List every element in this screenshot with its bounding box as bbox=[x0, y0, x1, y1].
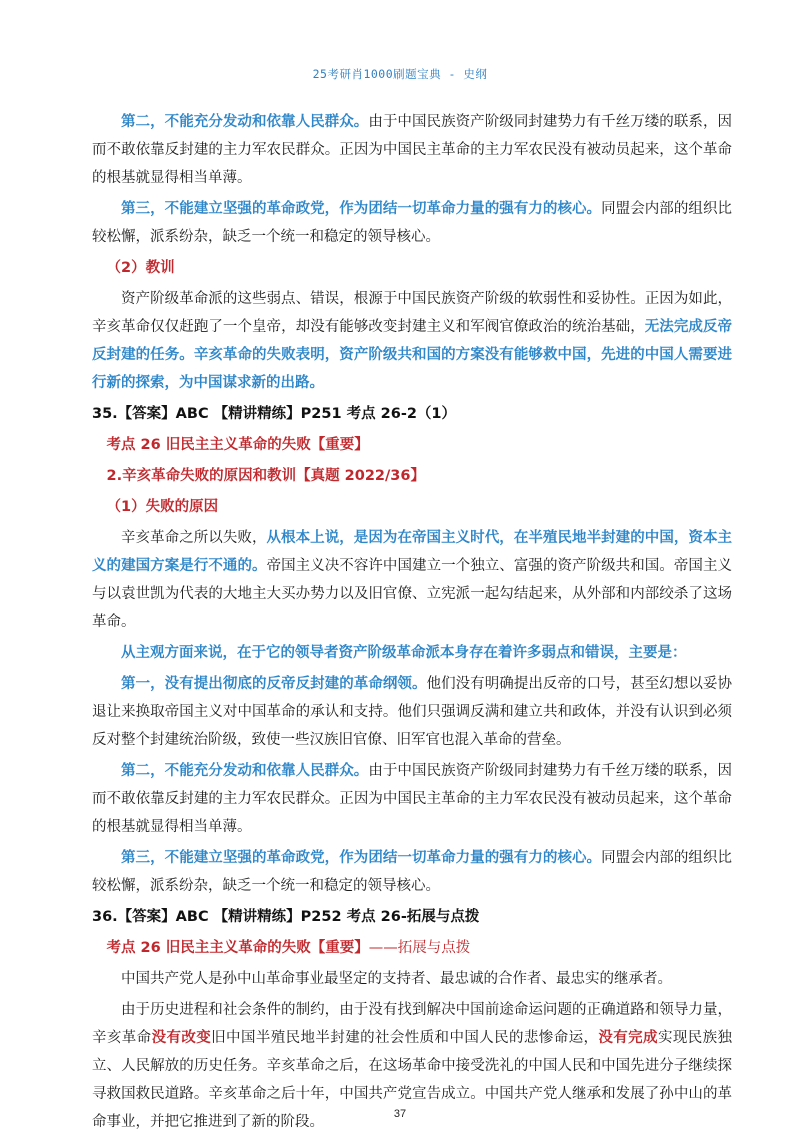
topic-heading-35: 考点 26 旧民主主义革命的失败【重要】 bbox=[106, 437, 369, 453]
topic-title: 考点 26 旧民主主义革命的失败【重要】 bbox=[106, 940, 369, 956]
heading-lesson: （2）教训 bbox=[106, 260, 175, 276]
answer-35: 35.【答案】ABC 【精讲精练】P251 考点 26-2（1） bbox=[92, 406, 457, 422]
subtopic-heading-35: 2.辛亥革命失败的原因和教训【真题 2022/36】 bbox=[106, 468, 425, 484]
paragraph-lesson bbox=[92, 285, 732, 397]
body-text: 同盟会内部的组织比较松懈，派系纷杂，缺乏一个统一和稳定的领导核心。 bbox=[92, 850, 732, 894]
paragraph-subjective bbox=[92, 639, 732, 667]
highlight-text: 从主观方面来说，在于它的领导者资产阶级革命派本身存在着许多弱点和错误，主要是： bbox=[121, 645, 687, 661]
paragraph-cpc-successor bbox=[92, 965, 732, 993]
red-highlight-text: 没有完成 bbox=[598, 1030, 658, 1046]
body-text: 由于历史进程和社会条件的制约，由于没有找到解决中国前途命运问题的正确道路和领导力量，辛亥革命 bbox=[92, 1002, 732, 1046]
highlight-text: 无法完成反帝反封建的任务。辛亥革命的失败表明，资产阶级共和国的方案没有能够救中国，先进的中国人需要进行新的探索，为中国谋求新的出路。 bbox=[92, 319, 732, 391]
page-content bbox=[92, 108, 732, 1139]
topic-heading-36 bbox=[92, 934, 732, 962]
body-text: 资产阶级革命派的这些弱点、错误，根源于中国民族资产阶级的软弱性和妥协性。正因为如此，辛亥革命仅仅赶跑了一个皇帝，却没有能够改变封建主义和军阀官僚政治的统治基础， bbox=[92, 291, 732, 335]
paragraph-third-point bbox=[92, 195, 732, 251]
body-text: 辛亥革命之所以失败， bbox=[121, 530, 267, 546]
body-text: 实现民族独立、人民解放的历史任务。辛亥革命之后，在这场革命中接受洗礼的中国人民和中国先进分子继续探寻救国救民道路。辛亥革命之后十年，中国共产党宣告成立。中国共产党人继承和发展了孙中山的革命事业，并把它推进到了新的阶段。 bbox=[92, 1030, 733, 1130]
paragraph-first-point bbox=[92, 670, 732, 754]
paragraph-second-point-2 bbox=[92, 757, 732, 841]
body-text: 帝国主义决不容许中国建立一个独立、富强的资产阶级共和国。帝国主义与以袁世凯为代表的大地主大买办势力以及旧官僚、立宪派一起勾结起来，从外部和内部绞杀了这场革命。 bbox=[92, 558, 733, 630]
highlight-text: 从根本上说，是因为在帝国主义时代，在半殖民地半封建的中国，资本主义的建国方案是行不通的。 bbox=[92, 530, 733, 574]
topic-suffix: ——拓展与点拨 bbox=[368, 940, 471, 956]
highlight-text: 第二，不能充分发动和依靠人民群众。 bbox=[121, 763, 369, 779]
highlight-text: 第一，没有提出彻底的反帝反封建的革命纲领。 bbox=[121, 676, 427, 692]
highlight-text: 第三，不能建立坚强的革命政党，作为团结一切革命力量的强有力的核心。 bbox=[121, 201, 602, 217]
highlight-text: 第二，不能充分发动和依靠人民群众。 bbox=[121, 114, 369, 130]
body-text: 中国共产党人是孙中山革命事业最坚定的支持者、最忠诚的合作者、最忠实的继承者。 bbox=[121, 971, 672, 987]
body-text: 同盟会内部的组织比较松懈，派系纷杂，缺乏一个统一和稳定的领导核心。 bbox=[92, 201, 732, 245]
body-text: 由于中国民族资产阶级同封建势力有千丝万缕的联系，因而不敢依靠反封建的主力军农民群众。正因为中国民主革命的主力军农民没有被动员起来，这个革命的根基就显得相当单薄。 bbox=[92, 763, 732, 835]
body-text: 由于中国民族资产阶级同封建势力有千丝万缕的联系，因而不敢依靠反封建的主力军农民群众。正因为中国民主革命的主力军农民没有被动员起来，这个革命的根基就显得相当单薄。 bbox=[92, 114, 732, 186]
answer-36: 36.【答案】ABC 【精讲精练】P252 考点 26-拓展与点拨 bbox=[92, 909, 480, 925]
paragraph-root-cause bbox=[92, 524, 732, 636]
body-text: 旧中国半殖民地半封建的社会性质和中国人民的悲惨命运， bbox=[211, 1030, 599, 1046]
paragraph-third-point-2 bbox=[92, 844, 732, 900]
paragraph-second-point bbox=[92, 108, 732, 192]
page-number: 37 bbox=[393, 1108, 407, 1120]
red-highlight-text: 没有改变 bbox=[151, 1030, 212, 1046]
page-header: 25考研肖1000刷题宝典 - 史纲 bbox=[312, 67, 488, 81]
heading-reasons: （1）失败的原因 bbox=[106, 499, 219, 515]
body-text: 他们没有明确提出反帝的口号，甚至幻想以妥协退让来换取帝国主义对中国革命的承认和支持。他们只强调反满和建立共和政体，并没有认识到必须反对整个封建统治阶级，致使一些汉族旧官僚、旧军官也混入革命的营垒。 bbox=[92, 676, 733, 748]
highlight-text: 第三，不能建立坚强的革命政党，作为团结一切革命力量的强有力的核心。 bbox=[121, 850, 602, 866]
